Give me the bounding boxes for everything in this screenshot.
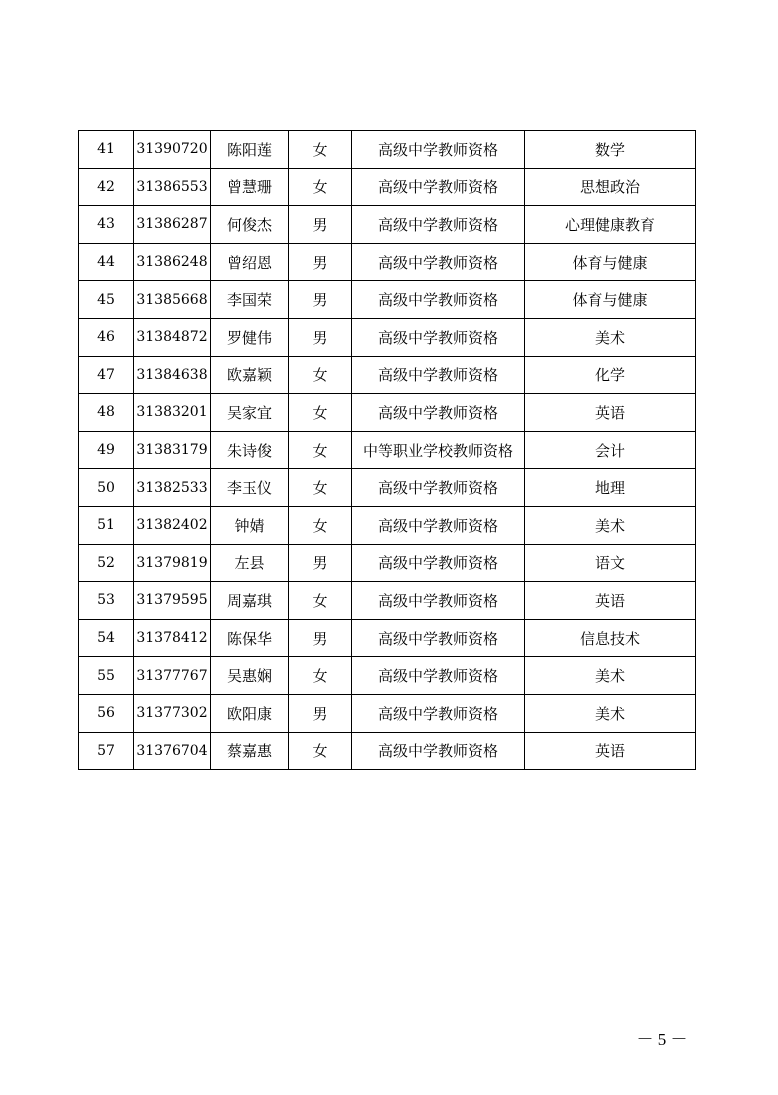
table-row <box>79 206 696 244</box>
candidate-name-cell: 何俊杰 <box>211 206 289 244</box>
subject-cell: 美术 <box>525 694 696 732</box>
candidate-name-cell: 陈保华 <box>211 619 289 657</box>
candidate-name-cell: 李玉仪 <box>211 469 289 507</box>
candidate-name-cell: 钟婧 <box>211 506 289 544</box>
candidate-id-cell: 31386553 <box>134 168 211 206</box>
page-number: － 5 － <box>636 1030 688 1049</box>
candidate-id-cell: 31383179 <box>134 431 211 469</box>
subject-cell: 信息技术 <box>525 619 696 657</box>
row-index-cell: 57 <box>79 732 134 770</box>
table-row <box>79 131 696 169</box>
subject-cell: 英语 <box>525 582 696 620</box>
table-row <box>79 394 696 432</box>
row-index-cell: 49 <box>79 431 134 469</box>
candidate-id-cell: 31390720 <box>134 131 211 169</box>
row-index-cell: 41 <box>79 131 134 169</box>
subject-cell: 美术 <box>525 506 696 544</box>
table-row <box>79 619 696 657</box>
candidate-name-cell: 吴家宜 <box>211 394 289 432</box>
gender-cell: 女 <box>289 356 352 394</box>
gender-cell: 男 <box>289 206 352 244</box>
table-row <box>79 243 696 281</box>
candidate-id-cell: 31386287 <box>134 206 211 244</box>
candidate-name-cell: 蔡嘉惠 <box>211 732 289 770</box>
qualification-type-cell: 高级中学教师资格 <box>352 168 525 206</box>
subject-cell: 化学 <box>525 356 696 394</box>
table-row <box>79 281 696 319</box>
qualification-type-cell: 高级中学教师资格 <box>352 131 525 169</box>
candidate-id-cell: 31384638 <box>134 356 211 394</box>
candidate-name-cell: 罗健伟 <box>211 318 289 356</box>
qualification-type-cell: 中等职业学校教师资格 <box>352 431 525 469</box>
candidate-name-cell: 左县 <box>211 544 289 582</box>
gender-cell: 女 <box>289 131 352 169</box>
row-index-cell: 50 <box>79 469 134 507</box>
gender-cell: 男 <box>289 318 352 356</box>
row-index-cell: 46 <box>79 318 134 356</box>
candidate-name-cell: 曾慧珊 <box>211 168 289 206</box>
candidate-name-cell: 吴惠娴 <box>211 657 289 695</box>
row-index-cell: 44 <box>79 243 134 281</box>
subject-cell: 心理健康教育 <box>525 206 696 244</box>
candidate-id-cell: 31382402 <box>134 506 211 544</box>
qualification-type-cell: 高级中学教师资格 <box>352 732 525 770</box>
row-index-cell: 47 <box>79 356 134 394</box>
candidate-id-cell: 31376704 <box>134 732 211 770</box>
gender-cell: 女 <box>289 394 352 432</box>
candidate-id-cell: 31377767 <box>134 657 211 695</box>
qualification-type-cell: 高级中学教师资格 <box>352 657 525 695</box>
gender-cell: 女 <box>289 732 352 770</box>
teacher-qualification-table <box>78 130 696 770</box>
row-index-cell: 53 <box>79 582 134 620</box>
gender-cell: 男 <box>289 544 352 582</box>
gender-cell: 女 <box>289 582 352 620</box>
subject-cell: 体育与健康 <box>525 243 696 281</box>
table-row <box>79 318 696 356</box>
row-index-cell: 42 <box>79 168 134 206</box>
qualification-type-cell: 高级中学教师资格 <box>352 394 525 432</box>
table-row <box>79 694 696 732</box>
candidate-name-cell: 周嘉琪 <box>211 582 289 620</box>
gender-cell: 男 <box>289 694 352 732</box>
subject-cell: 美术 <box>525 657 696 695</box>
table-body <box>79 131 696 770</box>
table-row <box>79 544 696 582</box>
table-row <box>79 657 696 695</box>
table-row <box>79 168 696 206</box>
row-index-cell: 52 <box>79 544 134 582</box>
qualification-type-cell: 高级中学教师资格 <box>352 544 525 582</box>
candidate-id-cell: 31379819 <box>134 544 211 582</box>
candidate-id-cell: 31379595 <box>134 582 211 620</box>
gender-cell: 男 <box>289 243 352 281</box>
table-row <box>79 356 696 394</box>
gender-cell: 女 <box>289 469 352 507</box>
table-row <box>79 506 696 544</box>
subject-cell: 美术 <box>525 318 696 356</box>
gender-cell: 女 <box>289 506 352 544</box>
qualification-type-cell: 高级中学教师资格 <box>352 206 525 244</box>
candidate-id-cell: 31385668 <box>134 281 211 319</box>
qualification-type-cell: 高级中学教师资格 <box>352 694 525 732</box>
qualification-type-cell: 高级中学教师资格 <box>352 469 525 507</box>
row-index-cell: 51 <box>79 506 134 544</box>
candidate-id-cell: 31386248 <box>134 243 211 281</box>
subject-cell: 语文 <box>525 544 696 582</box>
table-row <box>79 732 696 770</box>
candidate-name-cell: 欧阳康 <box>211 694 289 732</box>
qualification-type-cell: 高级中学教师资格 <box>352 281 525 319</box>
table-row <box>79 469 696 507</box>
qualification-type-cell: 高级中学教师资格 <box>352 356 525 394</box>
row-index-cell: 43 <box>79 206 134 244</box>
candidate-name-cell: 曾绍恩 <box>211 243 289 281</box>
candidate-id-cell: 31382533 <box>134 469 211 507</box>
qualification-type-cell: 高级中学教师资格 <box>352 318 525 356</box>
subject-cell: 思想政治 <box>525 168 696 206</box>
subject-cell: 英语 <box>525 394 696 432</box>
row-index-cell: 56 <box>79 694 134 732</box>
qualification-type-cell: 高级中学教师资格 <box>352 582 525 620</box>
row-index-cell: 45 <box>79 281 134 319</box>
gender-cell: 女 <box>289 657 352 695</box>
gender-cell: 女 <box>289 431 352 469</box>
candidate-id-cell: 31384872 <box>134 318 211 356</box>
qualification-type-cell: 高级中学教师资格 <box>352 506 525 544</box>
row-index-cell: 48 <box>79 394 134 432</box>
candidate-name-cell: 欧嘉颖 <box>211 356 289 394</box>
subject-cell: 英语 <box>525 732 696 770</box>
candidate-id-cell: 31377302 <box>134 694 211 732</box>
candidate-id-cell: 31378412 <box>134 619 211 657</box>
candidate-name-cell: 朱诗俊 <box>211 431 289 469</box>
subject-cell: 体育与健康 <box>525 281 696 319</box>
row-index-cell: 55 <box>79 657 134 695</box>
candidate-name-cell: 陈阳莲 <box>211 131 289 169</box>
gender-cell: 男 <box>289 619 352 657</box>
subject-cell: 地理 <box>525 469 696 507</box>
table-row <box>79 431 696 469</box>
gender-cell: 男 <box>289 281 352 319</box>
qualification-type-cell: 高级中学教师资格 <box>352 243 525 281</box>
candidate-id-cell: 31383201 <box>134 394 211 432</box>
subject-cell: 会计 <box>525 431 696 469</box>
qualification-type-cell: 高级中学教师资格 <box>352 619 525 657</box>
table-row <box>79 582 696 620</box>
subject-cell: 数学 <box>525 131 696 169</box>
candidate-name-cell: 李国荣 <box>211 281 289 319</box>
row-index-cell: 54 <box>79 619 134 657</box>
gender-cell: 女 <box>289 168 352 206</box>
